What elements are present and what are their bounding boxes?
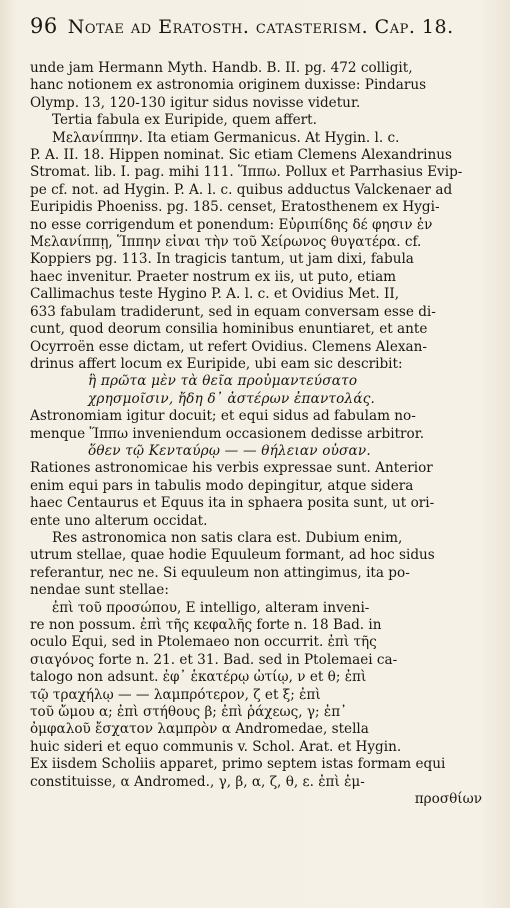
text-line: re non possum. ἐπὶ τῆς κεφαλῆς forte n. 18 Bad. in xyxy=(30,617,382,633)
text-line: Μελανίππῃ, Ἵππην εἶναι τὴν τοῦ Χείρωνος θυγατέρα. cf. xyxy=(30,234,422,251)
text-line: Ex iisdem Scholiis apparet, primo septem istas formam equi xyxy=(30,756,446,773)
text-line: talogo non adsunt. ἐφ᾽ ἑκατέρῳ ὠτίῳ, ν et θ; ἐπὶ xyxy=(30,669,367,686)
text-line: σιαγόνος forte n. 21. et 31. Bad. sed in Ptolemaei ca- xyxy=(30,651,398,668)
text-line: Res astronomica non satis clara est. Dubium enim, xyxy=(52,529,403,546)
text-line: ἣ πρῶτα μὲν τὰ θεῖα προὐμαντεύσατο xyxy=(88,373,358,390)
text-line: haec Centaurus et Equus ita in sphaera posita sunt, ut ori- xyxy=(30,495,435,512)
text-line: referantur, nec ne. Si equuleum non attingimus, ita po- xyxy=(30,564,410,581)
text-line: Μελανίππην. Ita etiam Germanicus. At Hygin. l. c. xyxy=(52,129,400,146)
text-line: Ocyrroën esse dictam, ut refert Ovidius. Clemens Alexan- xyxy=(30,338,428,355)
text-line: cunt, quod deorum consilia hominibus enuntiaret, et ante xyxy=(30,321,428,338)
text-line: τῷ τραχήλῳ — — λαμπρότερον, ζ et ξ; ἐπὶ xyxy=(30,686,321,703)
text-line: constituisse, α Andromed., γ, β, α, ζ, θ, ε. ἐπὶ ἐμ- xyxy=(30,773,365,790)
text-line: Koppiers pg. 113. In tragicis tantum, ut jam dixi, fabula xyxy=(30,251,414,268)
running-title: Notae ad Eratosth. catasterism. Cap. 18. xyxy=(67,16,454,38)
body-text xyxy=(30,60,488,808)
text-line: oculo Equi, sed in Ptolemaeo non occurrit. ἐπὶ τῆς xyxy=(30,634,377,651)
text-line: unde jam Hermann Myth. Handb. B. II. pg. 472 colligit, xyxy=(30,60,413,76)
text-line: Astronomiam igitur docuit; et equi sidus ad fabulam no- xyxy=(30,408,416,425)
text-line: ὀμφαλοῦ ἔσχατον λαμπρὸν α Andromedae, stella xyxy=(30,721,369,738)
text-line: no esse corrigendum et ponendum: Εὐριπίδης δέ φησιν ἐν xyxy=(30,216,433,233)
text-line: ἐπὶ τοῦ προσώπου, E intelligo, alteram inveni- xyxy=(52,599,370,616)
text-line: χρησμοῖσιν, ἤδη δ᾽ ἀστέρων ἐπαντολάς. xyxy=(88,390,376,407)
text-line: 633 fabulam tradiderunt, sed in equam conversam esse di- xyxy=(30,303,436,320)
text-line: pe cf. not. ad Hygin. P. A. l. c. quibus adductus Valckenaer ad xyxy=(30,181,453,198)
page-header xyxy=(30,14,488,38)
text-line: ὅθεν τῷ Κενταύρῳ — — θήλειαν οὖσαν. xyxy=(88,442,371,459)
text-line: Rationes astronomicae his verbis expressae sunt. Anterior xyxy=(30,460,433,477)
text-line: τοῦ ὤμου α; ἐπὶ στήθους β; ἐπὶ ῥάχεως, γ; ἐπ᾽ xyxy=(30,704,347,721)
text-line: Euripidis Phoeniss. pg. 185. censet, Eratosthenem ex Hygi- xyxy=(30,199,440,216)
text-line: Olymp. 13, 120-130 igitur sidus novisse videtur. xyxy=(30,94,361,111)
text-line: utrum stellae, quae hodie Equuleum formant, ad hoc sidus xyxy=(30,547,435,564)
text-line: menque Ἵππω inveniendum occasionem dedisse arbitror. xyxy=(30,425,425,442)
text-line: drinus affert locum ex Euripide, ubi eam sic describit: xyxy=(30,355,403,372)
text-line: P. A. II. 18. Hippen nominat. Sic etiam Clemens Alexandrinus xyxy=(30,147,452,164)
text-line: huic sideri et equo communis v. Schol. Arat. et Hygin. xyxy=(30,738,402,755)
text-line: Stromat. lib. I. pag. mihi 111. Ἵππω. Pollux et Parrhasius Evip- xyxy=(30,164,463,181)
text-line: ente uno alterum occidat. xyxy=(30,512,208,529)
text-line: haec invenitur. Praeter nostrum ex iis, ut puto, etiam xyxy=(30,268,397,285)
text-line: hanc notionem ex astronomia originem duxisse: Pindarus xyxy=(30,77,427,94)
page-number: 96 xyxy=(30,14,58,38)
text-line: Callimachus teste Hygino P. A. l. c. et Ovidius Met. II, xyxy=(30,286,400,303)
text-line: enim equi pars in tabulis modo depingitur, atque sidera xyxy=(30,477,414,494)
text-line: nendae sunt stellae: xyxy=(30,582,169,599)
text-line: Tertia fabula ex Euripide, quem affert. xyxy=(52,112,317,129)
text-line: προσθίων xyxy=(414,791,482,808)
